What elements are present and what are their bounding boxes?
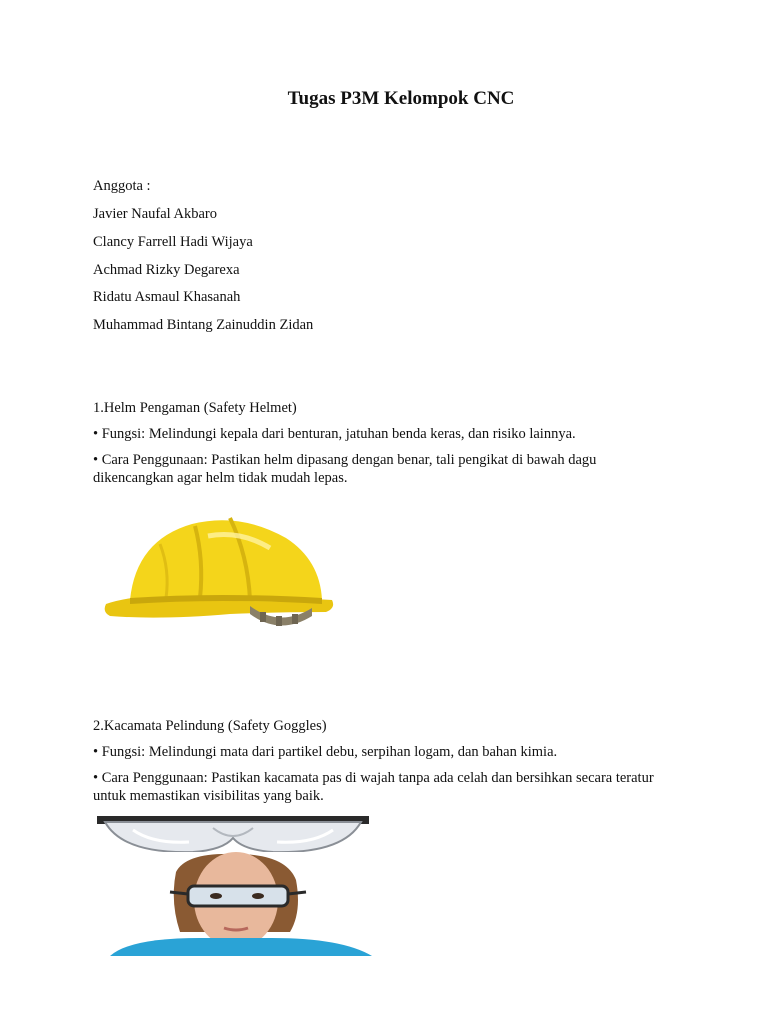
section-heading-goggles: 2.Kacamata Pelindung (Safety Goggles) — [93, 718, 327, 734]
section-usage-helmet: • Cara Penggunaan: Pastikan helm dipasang dengan benar, tali pengikat di bawah dagu dikencangkan agar helm tidak mudah lepas. — [93, 452, 597, 486]
section-heading-helmet: 1.Helm Pengaman (Safety Helmet) — [93, 400, 297, 416]
section-function-goggles: • Fungsi: Melindungi mata dari partikel debu, serpihan logam, dan bahan kimia. — [93, 744, 558, 760]
document-title: Tugas P3M Kelompok CNC — [287, 88, 515, 109]
member-name: Javier Naufal Akbaro — [93, 206, 218, 222]
member-name: Ridatu Asmaul Khasanah — [93, 289, 241, 305]
person-wearing-goggles-image — [110, 852, 372, 956]
safety-helmet-image — [100, 500, 336, 652]
member-name: Muhammad Bintang Zainuddin Zidan — [93, 317, 314, 333]
section-usage-goggles: • Cara Penggunaan: Pastikan kacamata pas di wajah tanpa ada celah dan bersihkan secara teratur untuk memastikan visibilitas yang baik. — [93, 770, 654, 804]
section-function-helmet: • Fungsi: Melindungi kepala dari benturan, jatuhan benda keras, dan risiko lainnya. — [93, 426, 576, 442]
members-heading: Anggota : — [93, 178, 151, 194]
member-name: Clancy Farrell Hadi Wijaya — [93, 234, 253, 250]
member-name: Achmad Rizky Degarexa — [93, 262, 240, 278]
